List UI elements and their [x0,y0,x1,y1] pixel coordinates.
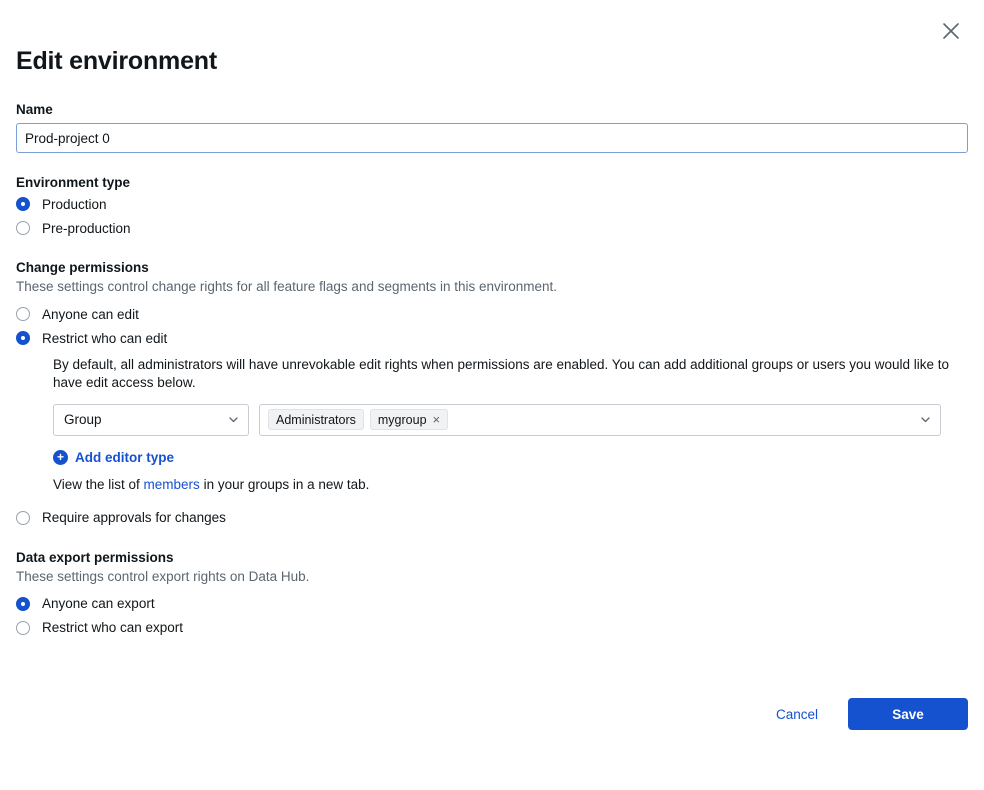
token-remove-icon[interactable]: × [432,412,441,428]
name-field-group [16,102,968,153]
change-permissions-label: Change permissions [16,260,149,275]
add-editor-type-button[interactable] [53,450,174,465]
data-export-permissions-group [16,550,968,638]
radio-option-require-approvals[interactable] [16,508,968,528]
radio-icon-anyone-can-edit[interactable] [16,307,30,321]
change-permissions-helper: These settings control change rights for all feature flags and segments in this environment. [16,279,558,294]
name-label: Name [16,102,53,117]
radio-icon-require-approvals[interactable] [16,511,30,525]
members-line-prefix: View the list of [53,476,144,492]
members-link[interactable]: members [143,476,200,492]
token-label: Administrators [276,412,356,427]
name-input[interactable] [16,123,968,153]
close-glyph [940,20,962,42]
editor-type-select[interactable] [53,404,249,436]
radio-label-restrict-who-can-export: Restrict who can export [42,620,184,636]
radio-icon-restrict-who-can-export[interactable] [16,621,30,635]
radio-option-anyone-can-edit[interactable] [16,304,968,324]
add-editor-type-label: Add editor type [75,449,175,465]
radio-label-anyone-can-edit: Anyone can edit [42,306,139,322]
token-administrators[interactable] [268,409,364,430]
radio-label-require-approvals: Require approvals for changes [42,510,226,526]
chevron-down-icon [227,413,240,426]
editor-token-list [268,405,448,434]
editor-selector-row [53,404,968,436]
token-label: mygroup [377,412,427,427]
plus-circle-icon: + [53,450,68,465]
close-icon[interactable] [934,14,968,48]
environment-type-group [16,175,968,238]
save-button[interactable]: Save [848,698,968,730]
radio-icon-preproduction[interactable] [16,221,30,235]
restrict-edit-description: By default, all administrators will have unrevokable edit rights when permissions are enabled. You can add additional groups or users you would like to have edit access below. [53,357,950,390]
radio-label-preproduction: Pre-production [42,220,131,236]
members-line-suffix: in your groups in a new tab. [199,476,370,492]
members-line [53,477,968,492]
radio-option-production[interactable] [16,194,968,214]
restrict-edit-panel [53,356,968,492]
editor-targets-combobox[interactable] [259,404,941,436]
chevron-down-icon[interactable] [919,413,932,426]
radio-option-anyone-can-export[interactable] [16,594,968,614]
radio-icon-restrict-who-can-edit[interactable] [16,331,30,345]
radio-icon-production[interactable] [16,197,30,211]
data-export-permissions-helper: These settings control export rights on Data Hub. [16,568,310,584]
cancel-button[interactable]: Cancel [766,699,828,730]
token-mygroup[interactable] [370,409,448,430]
radio-option-restrict-who-can-edit[interactable] [16,328,968,348]
radio-label-restrict-who-can-edit: Restrict who can edit [42,330,168,346]
page-title: Edit environment [16,47,217,75]
radio-option-restrict-who-can-export[interactable] [16,618,968,638]
editor-type-select-value: Group [64,412,102,428]
environment-type-label: Environment type [16,175,131,190]
radio-label-production: Production [42,196,107,212]
data-export-permissions-label: Data export permissions [16,549,174,565]
dialog-footer [0,698,984,730]
radio-icon-anyone-can-export[interactable] [16,597,30,611]
change-permissions-group [16,260,968,528]
radio-label-anyone-can-export: Anyone can export [42,596,155,612]
radio-option-preproduction[interactable] [16,218,968,238]
